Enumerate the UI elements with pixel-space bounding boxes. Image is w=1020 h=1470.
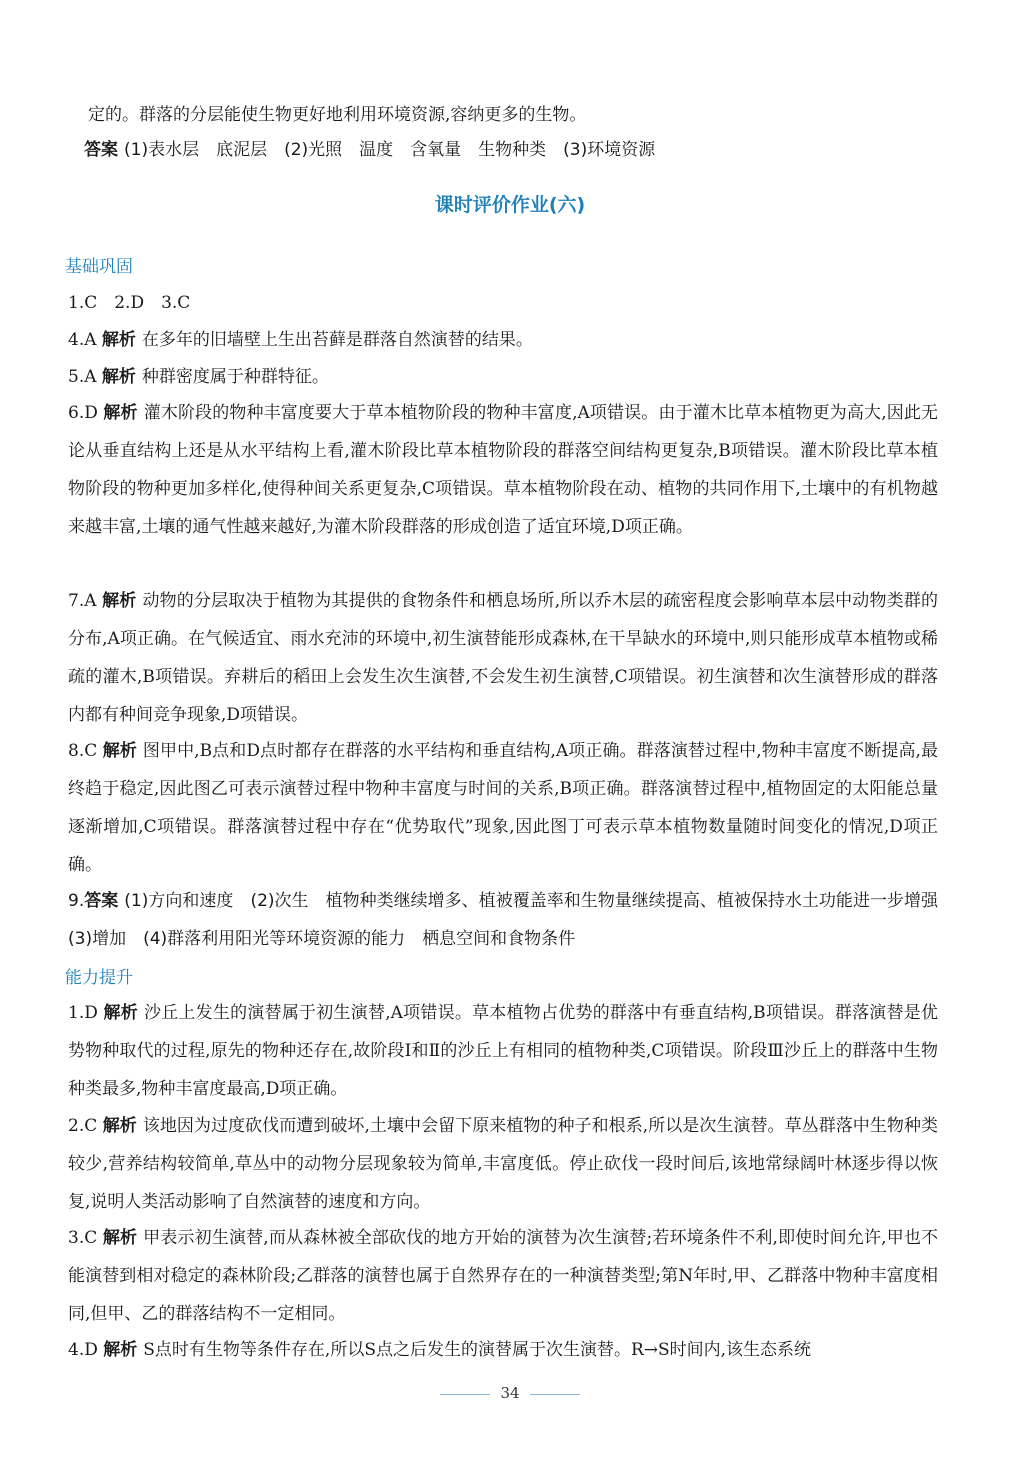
analysis-label: 解析 — [102, 741, 137, 761]
q8-text: 图甲中,B点和D点时都存在群落的水平结构和垂直结构,A项正确。群落演替过程中,物种丰富度不断提高,最终趋于稳定,因此图乙可表示演替过程中物种丰富度与时间的关系,B项正确。群落演替过程中,植物固定的太阳能总量逐渐增加,C项错误。群落演替过程中存在“优势取代”现象,因此图丁可表示草本植物数量随时间变化的情况,D项正确。 — [68, 741, 939, 875]
top-answer — [84, 131, 954, 169]
q9-text: (1)方向和速度 (2)次生 植物种类继续增多、植被覆盖率和生物量继续提高、植被保持水土功能进一步增强 (3)增加 (4)群落利用阳光等环境资源的能力 栖息空间和食物条件 — [68, 891, 955, 949]
basic-q7 — [68, 582, 938, 734]
basic-q1-3 — [68, 284, 938, 322]
basic-q5 — [68, 358, 938, 396]
analysis-label: 解析 — [101, 367, 136, 387]
basic-q6 — [68, 394, 938, 546]
q5-text: 种群密度属于种群特征。 — [141, 367, 329, 387]
q5-number: 5.A — [68, 367, 97, 387]
footer-rule-right — [530, 1394, 580, 1395]
adv-q3-number: 3.C — [68, 1228, 98, 1248]
analysis-label: 解析 — [101, 330, 136, 350]
adv-q1-text: 沙丘上发生的演替属于初生演替,A项错误。草本植物占优势的群落中有垂直结构,B项错误。群落演替是优势物种取代的过程,原先的物种还存在,故阶段Ⅰ和Ⅱ的沙丘上有相同的植物种类,C项错误。阶段Ⅲ沙丘上的群落中生物种类最多,物种丰富度最高,D项正确。 — [68, 1003, 939, 1099]
analysis-label: 解析 — [102, 1116, 137, 1136]
analysis-label: 解析 — [103, 403, 138, 423]
q4-text: 在多年的旧墙壁上生出苔藓是群落自然演替的结果。 — [141, 330, 533, 350]
page-title: 课时评价作业(六) — [434, 194, 586, 216]
analysis-label: 解析 — [103, 1003, 138, 1023]
page-number: 34 — [500, 1384, 520, 1402]
analysis-label: 解析 — [102, 591, 137, 611]
advanced-q2 — [68, 1107, 938, 1221]
page-footer — [0, 1384, 1020, 1402]
analysis-label: 解析 — [102, 1228, 138, 1248]
basic-q9 — [68, 882, 955, 958]
q7-number: 7.A — [68, 591, 97, 611]
adv-q4-number: 4.D — [68, 1340, 98, 1360]
adv-q4-text: S点时有生物等条件存在,所以S点之后发生的演替属于次生演替。R→S时间内,该生态系统 — [143, 1340, 812, 1360]
advanced-q1 — [68, 994, 938, 1108]
adv-q3-text: 甲表示初生演替,而从森林被全部砍伐的地方开始的演替为次生演替;若环境条件不利,即使时间允许,甲也不能演替到相对稳定的森林阶段;乙群落的演替也属于自然界存在的一种演替类型;第N年时,甲、乙群落中物种丰富度相同,但甲、乙的群落结构不一定相同。 — [68, 1228, 939, 1324]
answer-label: 答案 — [84, 140, 118, 160]
section-advanced: 能力提升 — [65, 968, 133, 988]
q6-number: 6.D — [68, 403, 98, 423]
footer-rule-left — [440, 1394, 490, 1395]
adv-q1-number: 1.D — [68, 1003, 98, 1023]
q4-number: 4.A — [68, 330, 97, 350]
q8-number: 8.C — [68, 741, 98, 761]
q7-text: 动物的分层取决于植物为其提供的食物条件和栖息场所,所以乔木层的疏密程度会影响草本层中动物类群的分布,A项正确。在气候适宜、雨水充沛的环境中,初生演替能形成森林,在干旱缺水的环境中,则只能形成草本植物或稀疏的灌木,B项错误。弃耕后的稻田上会发生次生演替,不会发生初生演替,C项错误。初生演替和次生演替形成的群落内都有种间竞争现象,D项错误。 — [68, 591, 939, 725]
q1-3-answers: 1.C 2.D 3.C — [68, 293, 191, 313]
top-answer-text: (1)表水层 底泥层 (2)光照 温度 含氧量 生物种类 (3)环境资源 — [124, 140, 656, 160]
advanced-q3 — [68, 1219, 938, 1333]
q9-number: 9. — [68, 891, 85, 911]
answer-label: 答案 — [84, 891, 119, 911]
analysis-label: 解析 — [103, 1340, 138, 1360]
q6-text: 灌木阶段的物种丰富度要大于草本植物阶段的物种丰富度,A项错误。由于灌木比草本植物更为高大,因此无论从垂直结构上还是从水平结构上看,灌木阶段比草本植物阶段的群落空间结构更复杂,B项错误。灌木阶段比草本植物阶段的物种更加多样化,使得种间关系更复杂,C项错误。草本植物阶段在动、植物的共同作用下,土壤中的有机物越来越丰富,土壤的通气性越来越好,为灌木阶段群落的形成创造了适宜环境,D项正确。 — [68, 403, 939, 537]
adv-q2-text: 该地因为过度砍伐而遭到破坏,土壤中会留下原来植物的种子和根系,所以是次生演替。草丛群落中生物种类较少,营养结构较简单,草丛中的动物分层现象较为简单,丰富度低。停止砍伐一段时间后,该地常绿阔叶林逐步得以恢复,说明人类活动影响了自然演替的速度和方向。 — [68, 1116, 939, 1212]
adv-q2-number: 2.C — [68, 1116, 98, 1136]
carryover-text — [68, 96, 938, 134]
section-basic: 基础巩固 — [65, 257, 133, 277]
carryover-line: 定的。群落的分层能使生物更好地利用环境资源,容纳更多的生物。 — [88, 105, 587, 125]
basic-q4 — [68, 321, 938, 359]
basic-q8 — [68, 732, 938, 884]
advanced-q4 — [68, 1331, 938, 1369]
